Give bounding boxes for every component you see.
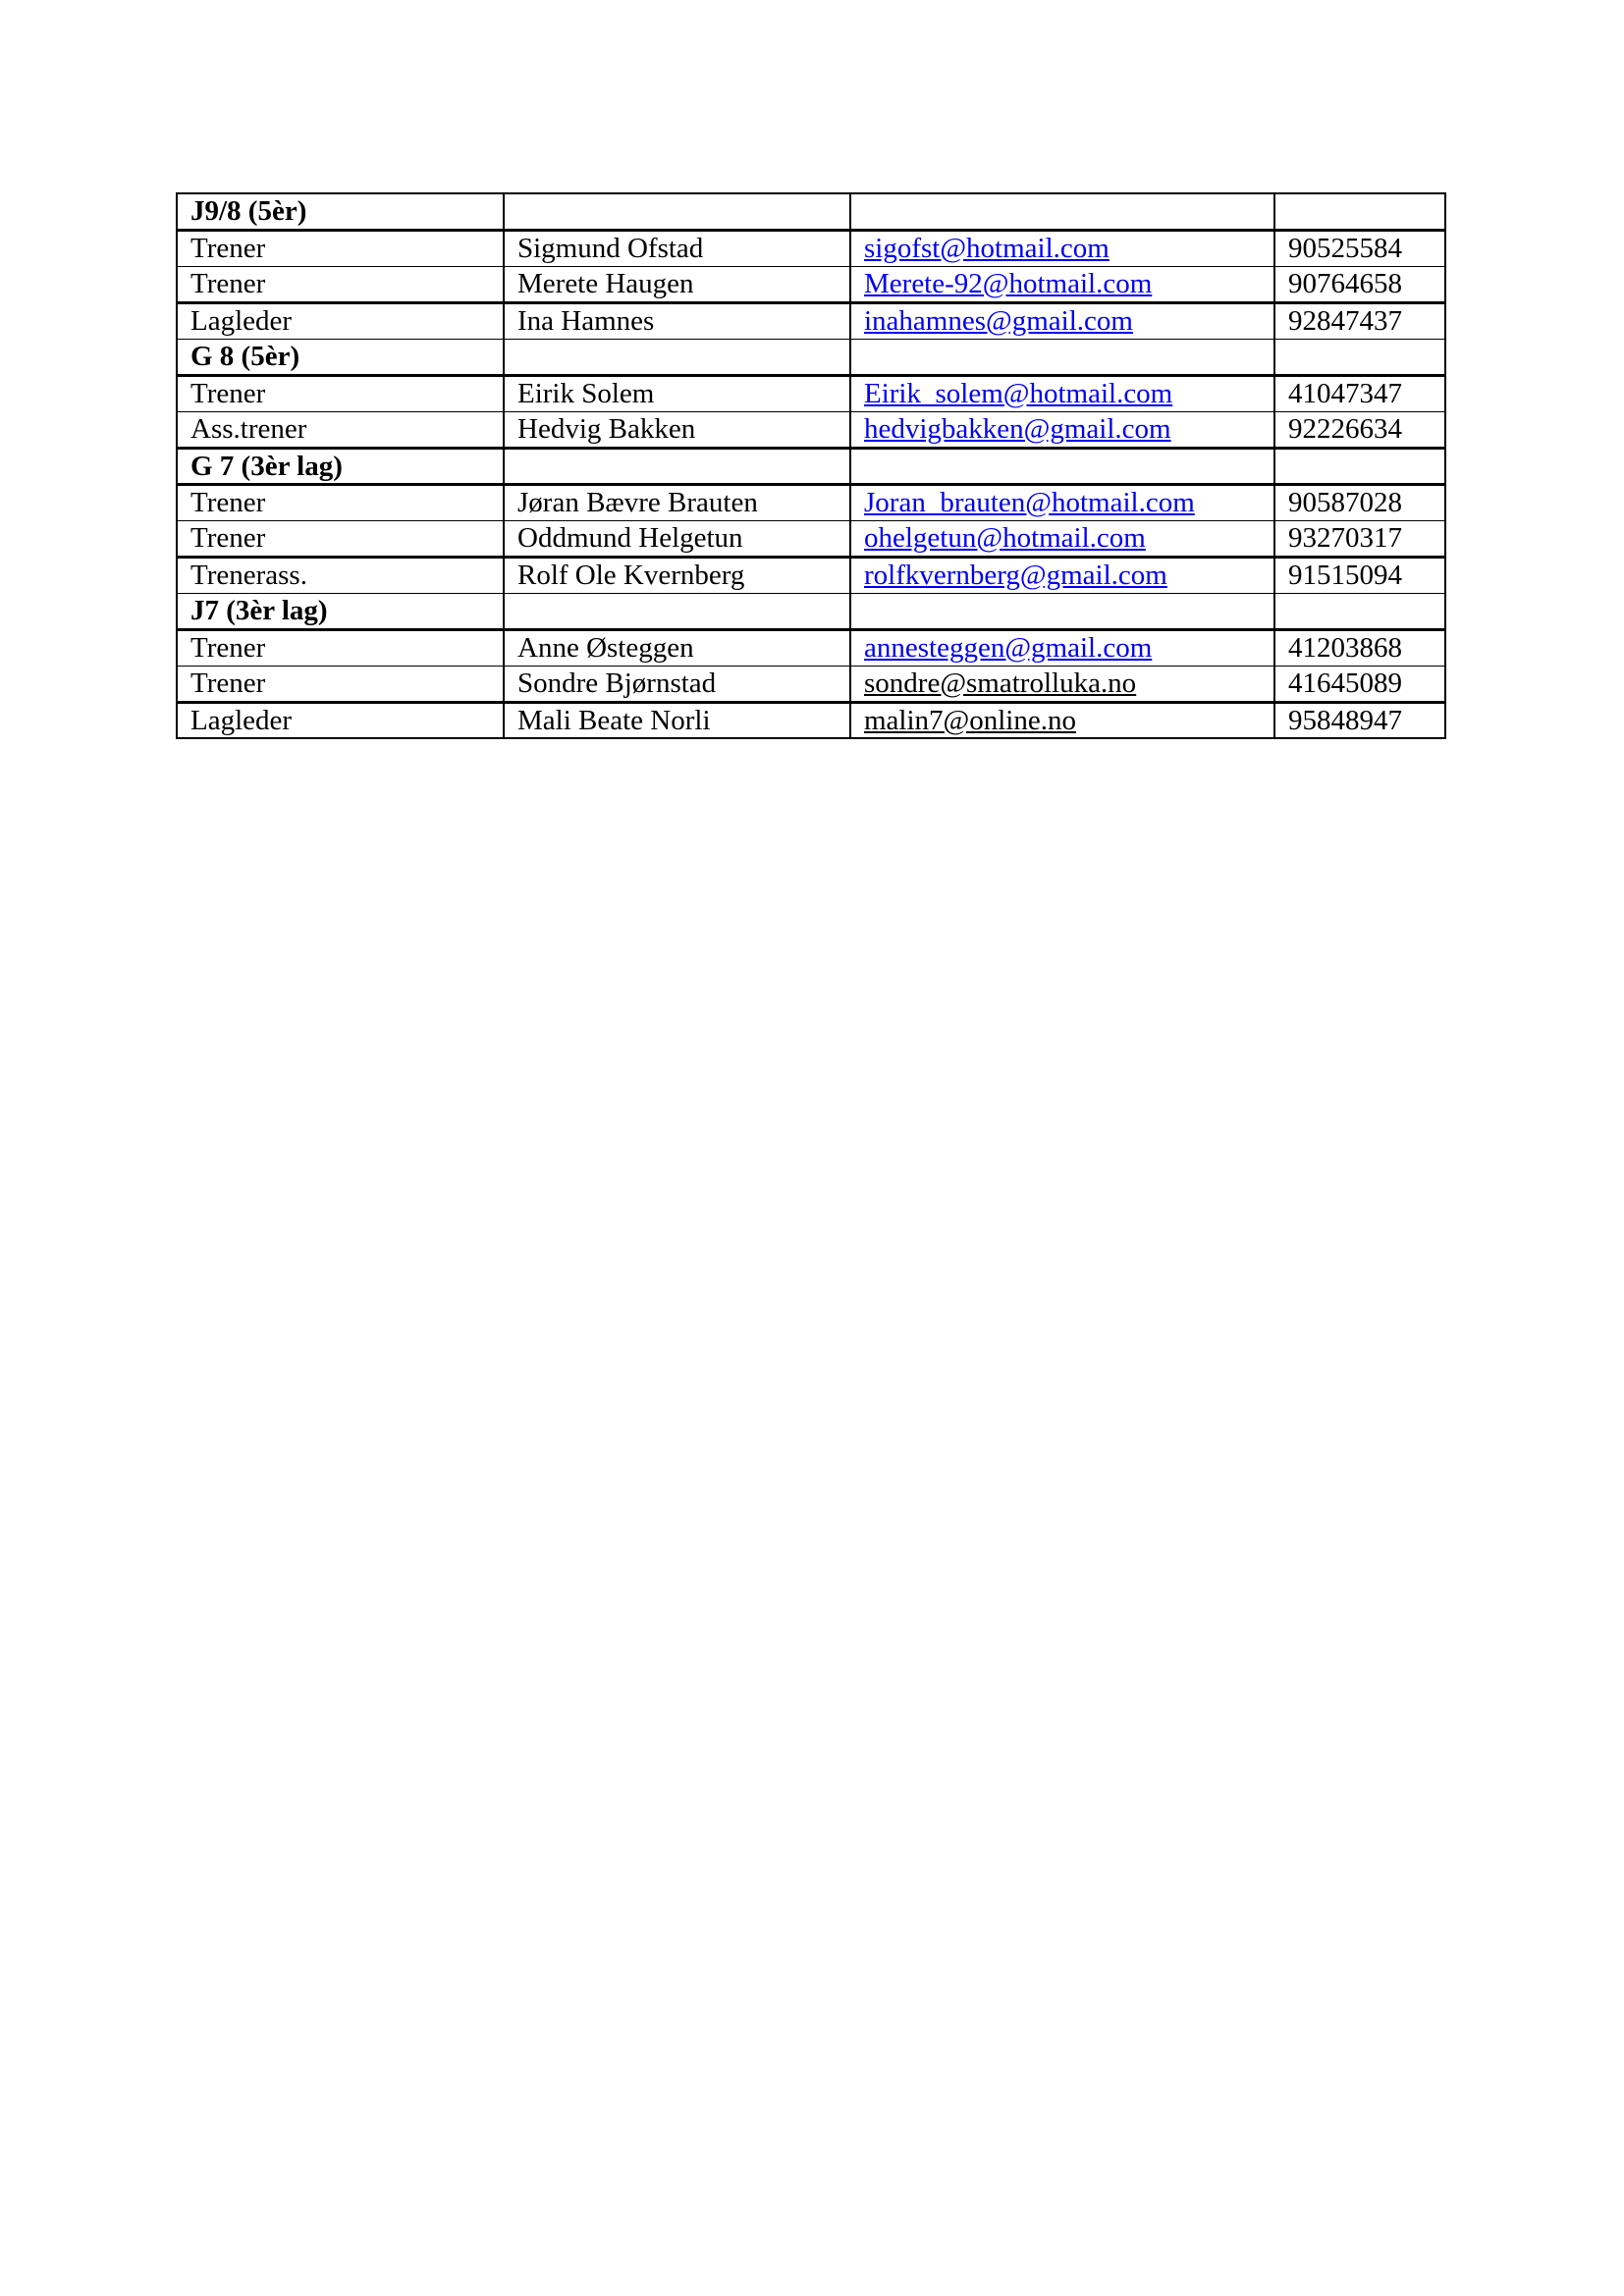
table-row — [177, 666, 1445, 702]
section-header-row — [177, 448, 1445, 484]
empty-cell — [1274, 193, 1445, 230]
name-cell: Eirik Solem — [504, 375, 850, 411]
name-cell: Ina Hamnes — [504, 302, 850, 339]
role-cell: Trener — [177, 666, 504, 702]
email-cell — [850, 484, 1274, 520]
name-cell: Sigmund Ofstad — [504, 230, 850, 266]
phone-cell: 41645089 — [1274, 666, 1445, 702]
table-row — [177, 557, 1445, 593]
email-cell — [850, 411, 1274, 448]
contacts-table-body — [177, 193, 1445, 738]
role-cell: Trenerass. — [177, 557, 504, 593]
empty-cell — [1274, 339, 1445, 375]
role-cell: Trener — [177, 375, 504, 411]
name-cell: Hedvig Bakken — [504, 411, 850, 448]
section-title: G 8 (5èr) — [177, 339, 504, 375]
section-title: G 7 (3èr lag) — [177, 448, 504, 484]
table-row — [177, 484, 1445, 520]
empty-cell — [850, 593, 1274, 629]
section-header-row — [177, 193, 1445, 230]
table-row — [177, 375, 1445, 411]
name-cell: Anne Østeggen — [504, 629, 850, 666]
table-row — [177, 702, 1445, 738]
phone-cell: 93270317 — [1274, 520, 1445, 557]
email-link[interactable]: Joran_brauten@hotmail.com — [864, 487, 1195, 518]
phone-cell: 92847437 — [1274, 302, 1445, 339]
email-cell — [850, 266, 1274, 302]
role-cell: Trener — [177, 629, 504, 666]
table-row — [177, 302, 1445, 339]
email-text: malin7@online.no — [864, 704, 1076, 736]
empty-cell — [850, 448, 1274, 484]
table-row — [177, 629, 1445, 666]
section-title: J9/8 (5èr) — [177, 193, 504, 230]
name-cell: Sondre Bjørnstad — [504, 666, 850, 702]
phone-cell: 90525584 — [1274, 230, 1445, 266]
name-cell: Merete Haugen — [504, 266, 850, 302]
role-cell: Lagleder — [177, 302, 504, 339]
section-header-row — [177, 339, 1445, 375]
phone-cell: 90764658 — [1274, 266, 1445, 302]
email-cell — [850, 302, 1274, 339]
phone-cell: 41047347 — [1274, 375, 1445, 411]
role-cell: Ass.trener — [177, 411, 504, 448]
phone-cell: 41203868 — [1274, 629, 1445, 666]
section-header-row — [177, 593, 1445, 629]
email-link[interactable]: hedvigbakken@gmail.com — [864, 413, 1171, 445]
email-cell — [850, 230, 1274, 266]
empty-cell — [1274, 593, 1445, 629]
table-row — [177, 411, 1445, 448]
email-cell — [850, 666, 1274, 702]
email-cell — [850, 375, 1274, 411]
email-link[interactable]: sigofst@hotmail.com — [864, 233, 1110, 264]
email-link[interactable]: ohelgetun@hotmail.com — [864, 522, 1146, 554]
empty-cell — [504, 339, 850, 375]
email-link[interactable]: Merete-92@hotmail.com — [864, 268, 1153, 299]
phone-cell: 91515094 — [1274, 557, 1445, 593]
empty-cell — [850, 193, 1274, 230]
name-cell: Oddmund Helgetun — [504, 520, 850, 557]
email-link[interactable]: annesteggen@gmail.com — [864, 632, 1153, 664]
role-cell: Trener — [177, 230, 504, 266]
name-cell: Rolf Ole Kvernberg — [504, 557, 850, 593]
email-cell — [850, 702, 1274, 738]
table-row — [177, 266, 1445, 302]
empty-cell — [1274, 448, 1445, 484]
email-link[interactable]: rolfkvernberg@gmail.com — [864, 560, 1167, 591]
table-row — [177, 230, 1445, 266]
email-link[interactable]: inahamnes@gmail.com — [864, 305, 1133, 337]
section-title: J7 (3èr lag) — [177, 593, 504, 629]
phone-cell: 95848947 — [1274, 702, 1445, 738]
empty-cell — [504, 593, 850, 629]
empty-cell — [850, 339, 1274, 375]
name-cell: Mali Beate Norli — [504, 702, 850, 738]
role-cell: Trener — [177, 520, 504, 557]
email-cell — [850, 520, 1274, 557]
empty-cell — [504, 193, 850, 230]
email-cell — [850, 629, 1274, 666]
table-row — [177, 520, 1445, 557]
empty-cell — [504, 448, 850, 484]
contacts-table — [176, 192, 1446, 739]
role-cell: Lagleder — [177, 702, 504, 738]
phone-cell: 92226634 — [1274, 411, 1445, 448]
email-cell — [850, 557, 1274, 593]
name-cell: Jøran Bævre Brauten — [504, 484, 850, 520]
role-cell: Trener — [177, 484, 504, 520]
email-link[interactable]: Eirik_solem@hotmail.com — [864, 378, 1173, 409]
email-text: sondre@smatrolluka.no — [864, 667, 1137, 699]
phone-cell: 90587028 — [1274, 484, 1445, 520]
role-cell: Trener — [177, 266, 504, 302]
